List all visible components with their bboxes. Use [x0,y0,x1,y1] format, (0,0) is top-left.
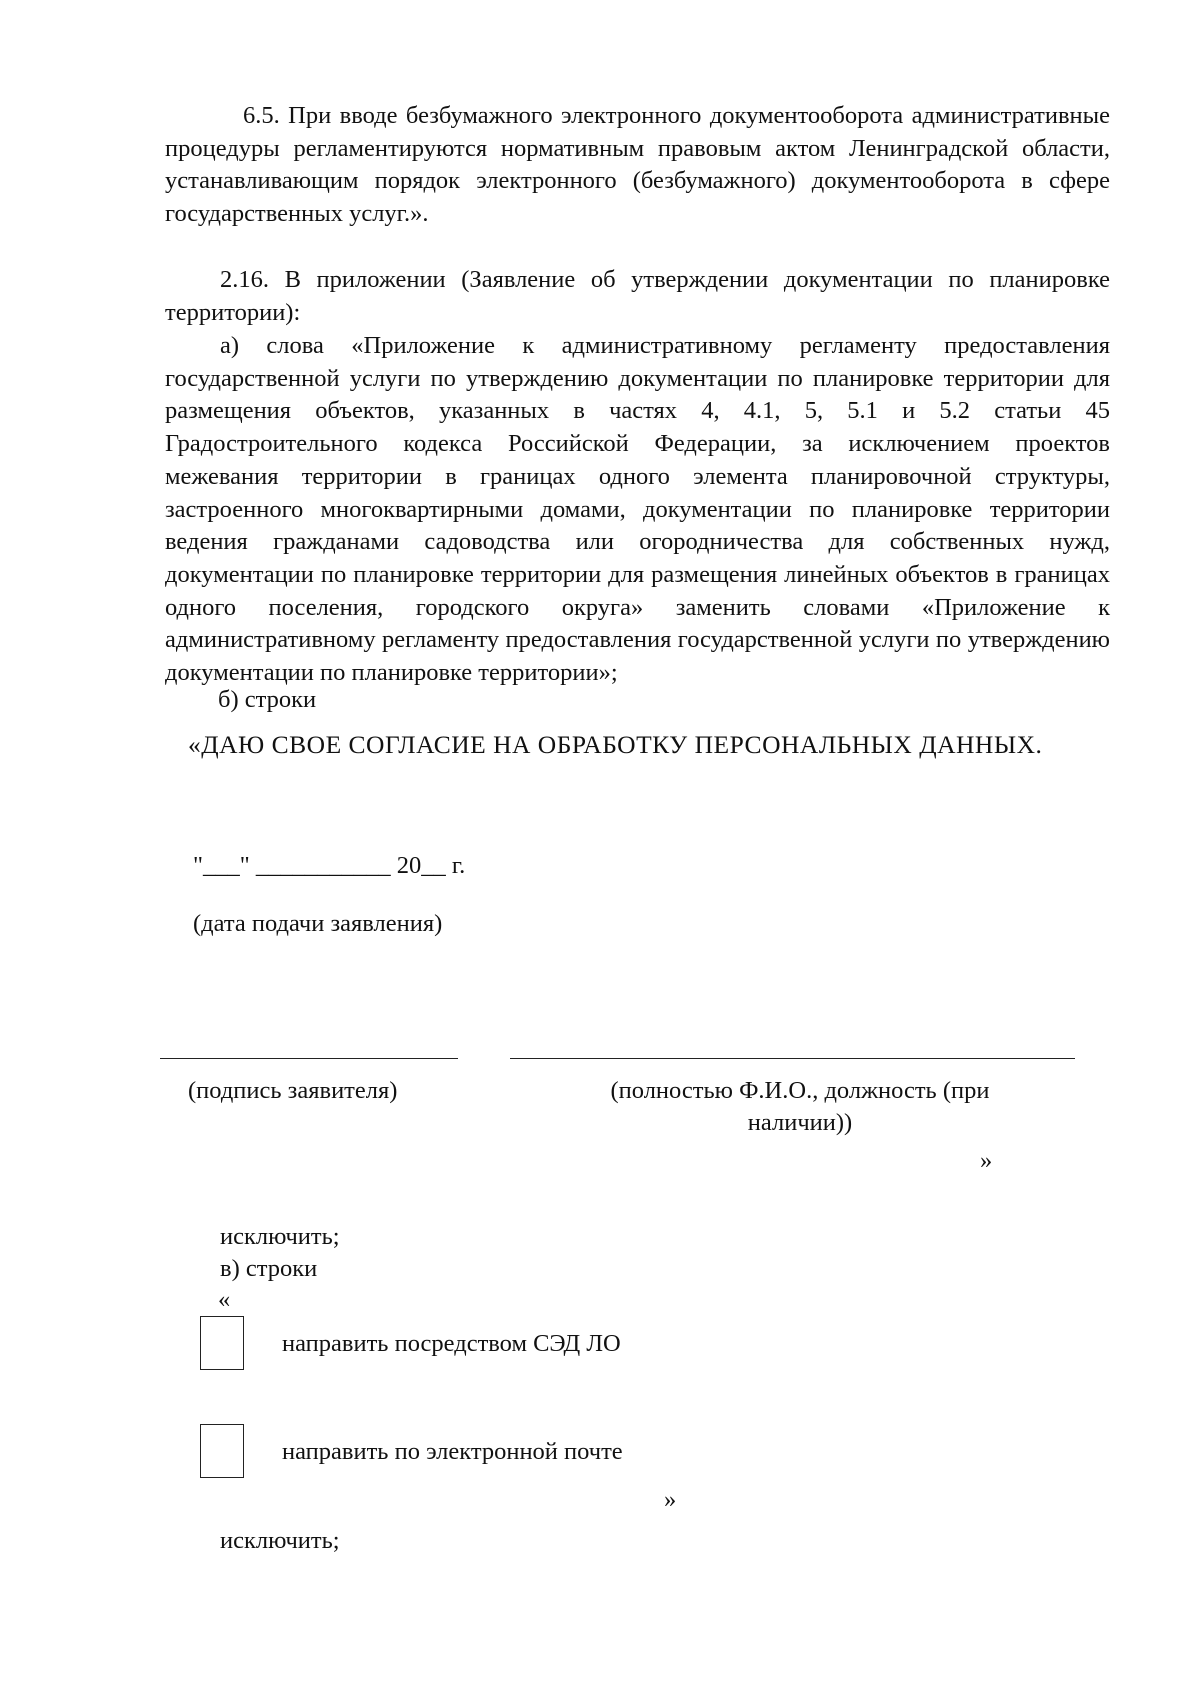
opening-quote: « [218,1286,231,1313]
checkbox-sed-lo[interactable] [200,1316,244,1370]
exclude-text-2: исключить; [220,1527,340,1554]
checkbox-email[interactable] [200,1424,244,1478]
paragraph-6-5-text: 6.5. При вводе безбумажного электронного документооборота административные процедуры регламентируются нормативным правовым актом Ленинградской области, устанавливающим порядок электронного (безбумажного) документооборота в сфере государственных услуг.». [165,102,1110,228]
closing-quote-2: » [664,1486,677,1513]
option-sed-lo-label: направить посредством СЭД ЛО [282,1330,621,1357]
signature-line [160,1058,458,1059]
item-v: в) строки [220,1255,318,1282]
paragraph-6-5 [165,100,1110,231]
closing-quote-1: » [980,1147,993,1174]
full-name-caption-1: (полностью Ф.И.О., должность (при [610,1077,990,1104]
paragraph-2-16-text: 2.16. В приложении (Заявление об утверждении документации по планировке территории): [165,266,1110,326]
item-a-text: а) слова «Приложение к административному регламенту предоставления государственной услуги по утверждению документации по планировке территории для размещения объектов, указанных в частях 4, 4.1, 5, 5.1 и 5.2 статьи 45 Градостроительного кодекса Российской Федерации, за исключением проектов межевания территории в границах одного элемента планировочной структуры, застроенного многоквартирными домами, документации по планировке территории ведения гражданами садоводства или огородничества для собственных нужд, документации по планировке территории для размещения линейных объектов в границах одного поселения, городского округа» заменить словами «Приложение к административному регламенту предоставления государственной услуги по утверждению документации по планировке территории»; [165,332,1110,687]
date-caption: (дата подачи заявления) [193,910,443,937]
exclude-text-1: исключить; [220,1223,340,1250]
option-email-label: направить по электронной почте [282,1438,623,1465]
paragraph-2-16 [165,264,1110,329]
full-name-line [510,1058,1075,1059]
consent-statement: «ДАЮ СВОЕ СОГЛАСИЕ НА ОБРАБОТКУ ПЕРСОНАЛЬНЫХ ДАННЫХ. [188,730,1043,759]
date-line: "___" ___________ 20__ г. [193,852,466,879]
full-name-caption-2: наличии)) [747,1109,853,1136]
item-a [165,330,1110,690]
item-b: б) строки [218,686,317,713]
signature-caption: (подпись заявителя) [188,1077,398,1104]
